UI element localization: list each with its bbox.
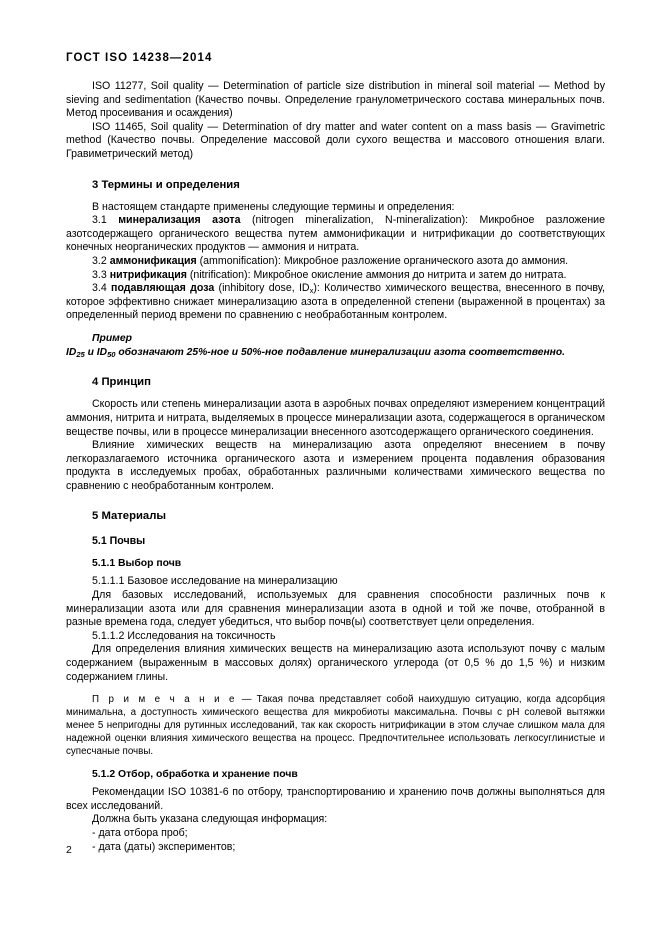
section-heading-5 — [92, 510, 605, 522]
term-3-1 — [66, 214, 605, 255]
example-text — [66, 346, 605, 359]
list-item: - дата отбора проб; — [92, 827, 188, 839]
term-3-1-id: 3.1 — [92, 214, 107, 227]
term-3-2-id: 3.2 — [92, 254, 107, 267]
subsection-heading-5-1-1: 5.1.1 Выбор почв — [92, 558, 182, 570]
section-4-title: Принцип — [101, 376, 151, 389]
example-label: Пример — [92, 332, 132, 344]
term-3-4-subscript: x — [309, 286, 314, 296]
item-5-1-2-text-1: Рекомендации ISO 10381-6 по отбору, транспортированию и хранению почв должны выполняться для всех исследований. — [66, 786, 605, 812]
term-3-4-def-a: (inhibitory dose, ID — [214, 282, 310, 295]
item-5-1-2-text-2: Должна быть указана следующая информация: — [92, 813, 328, 826]
page-header — [66, 52, 605, 64]
subsection-heading-5-1: 5.1 Почвы — [92, 535, 146, 548]
example-sub-25: 25 — [76, 349, 85, 359]
example-id25-a: ID — [66, 346, 77, 358]
example-tail: обозначают 25%-ное и 50%-ное подавление минерализации азота соответственно. — [115, 346, 566, 358]
intro-paragraph-2: ISO 11465, Soil quality — Determination of dry matter and water content on a mass basis — Gravimetric method (Качество почвы. Определение массовой доли сухого вещества и массового отношения влаги. Гравиметрический метод) — [66, 120, 605, 160]
item-5-1-1-1-title: 5.1.1.1 Базовое исследование на минерализацию — [92, 575, 338, 588]
term-3-4-id: 3.4 — [92, 282, 107, 295]
section-5-number: 5 — [92, 510, 99, 523]
term-3-4 — [66, 282, 605, 323]
section-4-number: 4 — [92, 376, 99, 389]
section-3-lead: В настоящем стандарте применены следующие термины и определения: — [92, 200, 455, 213]
section-5-title: Материалы — [101, 510, 167, 523]
section-heading-4 — [92, 376, 605, 388]
term-3-2-def: (ammonification): Микробное разложение органического азота до аммония. — [196, 254, 569, 267]
intro-paragraph-1: ISO 11277, Soil quality — Determination of particle size distribution in mineral soil material — Method by sieving and sedimentation (Качество почвы. Определение гранулометрического состава минеральных почв. Метод просеивания и осаждения) — [66, 80, 605, 120]
section-3-number: 3 — [92, 178, 99, 191]
term-3-4-name: подавляющая доза — [111, 282, 215, 295]
item-5-1-1-2-text: Для определения влияния химических веществ на минерализацию азота используют почву с малым содержанием (выраженным в массовых долях) органического углерода (от 0,5 % до 1,5 %) и низким содержанием глины. — [66, 643, 605, 683]
section-heading-3 — [92, 179, 605, 191]
example-mid: и ID — [84, 346, 108, 358]
page-number: 2 — [66, 845, 72, 856]
note-label: П р и м е ч а н и е — [92, 694, 237, 706]
note-block — [66, 693, 605, 758]
section-4-paragraph-2: Влияние химических веществ на минерализацию азота определяют внесением в почву легкоразлагаемого источника органического азота и измерением процента подавления образования продукта в исследуемых пробах, обработанных различными количествами химического вещества по сравнению с необработанным контролем. — [66, 439, 605, 492]
page-header-text: ГОСТ ISO 14238—2014 — [66, 52, 213, 64]
example-sub-50: 50 — [107, 349, 116, 359]
term-3-2 — [66, 255, 605, 269]
section-3-title: Термины и определения — [101, 178, 240, 191]
item-5-1-1-2-title: 5.1.1.2 Исследования на токсичность — [92, 629, 276, 642]
term-3-4-def-b: ): Количество химического вещества, внесенного в почву, которое эффективно снижает минерализацию азота в определенной степени (выраженной в процентах) за определенный период времени по сравнению с необработанным контролем. — [66, 282, 605, 322]
subsection-heading-5-1-2: 5.1.2 Отбор, обработка и хранение почв — [92, 769, 298, 781]
term-3-3-id: 3.3 — [92, 268, 107, 281]
note-text: — Такая почва представляет собой наихудшую ситуацию, когда адсорбция минимальна, а доступность химического вещества для микробиоты максимальна. Почвы с рН солевой вытяжки менее 5 непригодны для рутинных исследований, так как скорость нитрификации в этом случае слишком мала для надежной оценки влияния химического вещества на процесс. Предпочтительнее использовать легкосуглинистые и супесчаные почвы. — [66, 694, 605, 758]
term-3-3-def: (nitrification): Микробное окисление аммония до нитрита и затем до нитрата. — [186, 268, 567, 281]
term-3-2-name: аммонификация — [109, 254, 197, 267]
item-5-1-1-1-text: Для базовых исследований, используемых для сравнения способности различных почв к минерализации азота или для сравнения минерализации азота в одной и той же почве, отобранной в разные времена года, следует убедиться, что выбор почв(ы) соответствует цели определения. — [66, 589, 605, 629]
term-3-3-name: нитрификация — [109, 268, 187, 281]
list-item: - дата (даты) экспериментов; — [92, 840, 236, 853]
term-3-1-name: минерализация азота — [118, 214, 241, 227]
section-4-paragraph-1: Скорость или степень минерализации азота в аэробных почвах определяют измерением концентраций аммония, нитрита и нитрата, выделяемых в процессе минерализации азота, содержащегося в органическом веществе почвы, или в процессе минерализации внесенного азотсодержащего органического соединения. — [66, 398, 605, 438]
term-3-3 — [66, 269, 605, 283]
term-3-1-def: (nitrogen mineralization, N-mineralization): Микробное разложение азотсодержащего органического вещества путем аммонификации и нитрификации до соответствующих конечных неорганических продуктов — аммония и нитрата. — [66, 214, 605, 254]
